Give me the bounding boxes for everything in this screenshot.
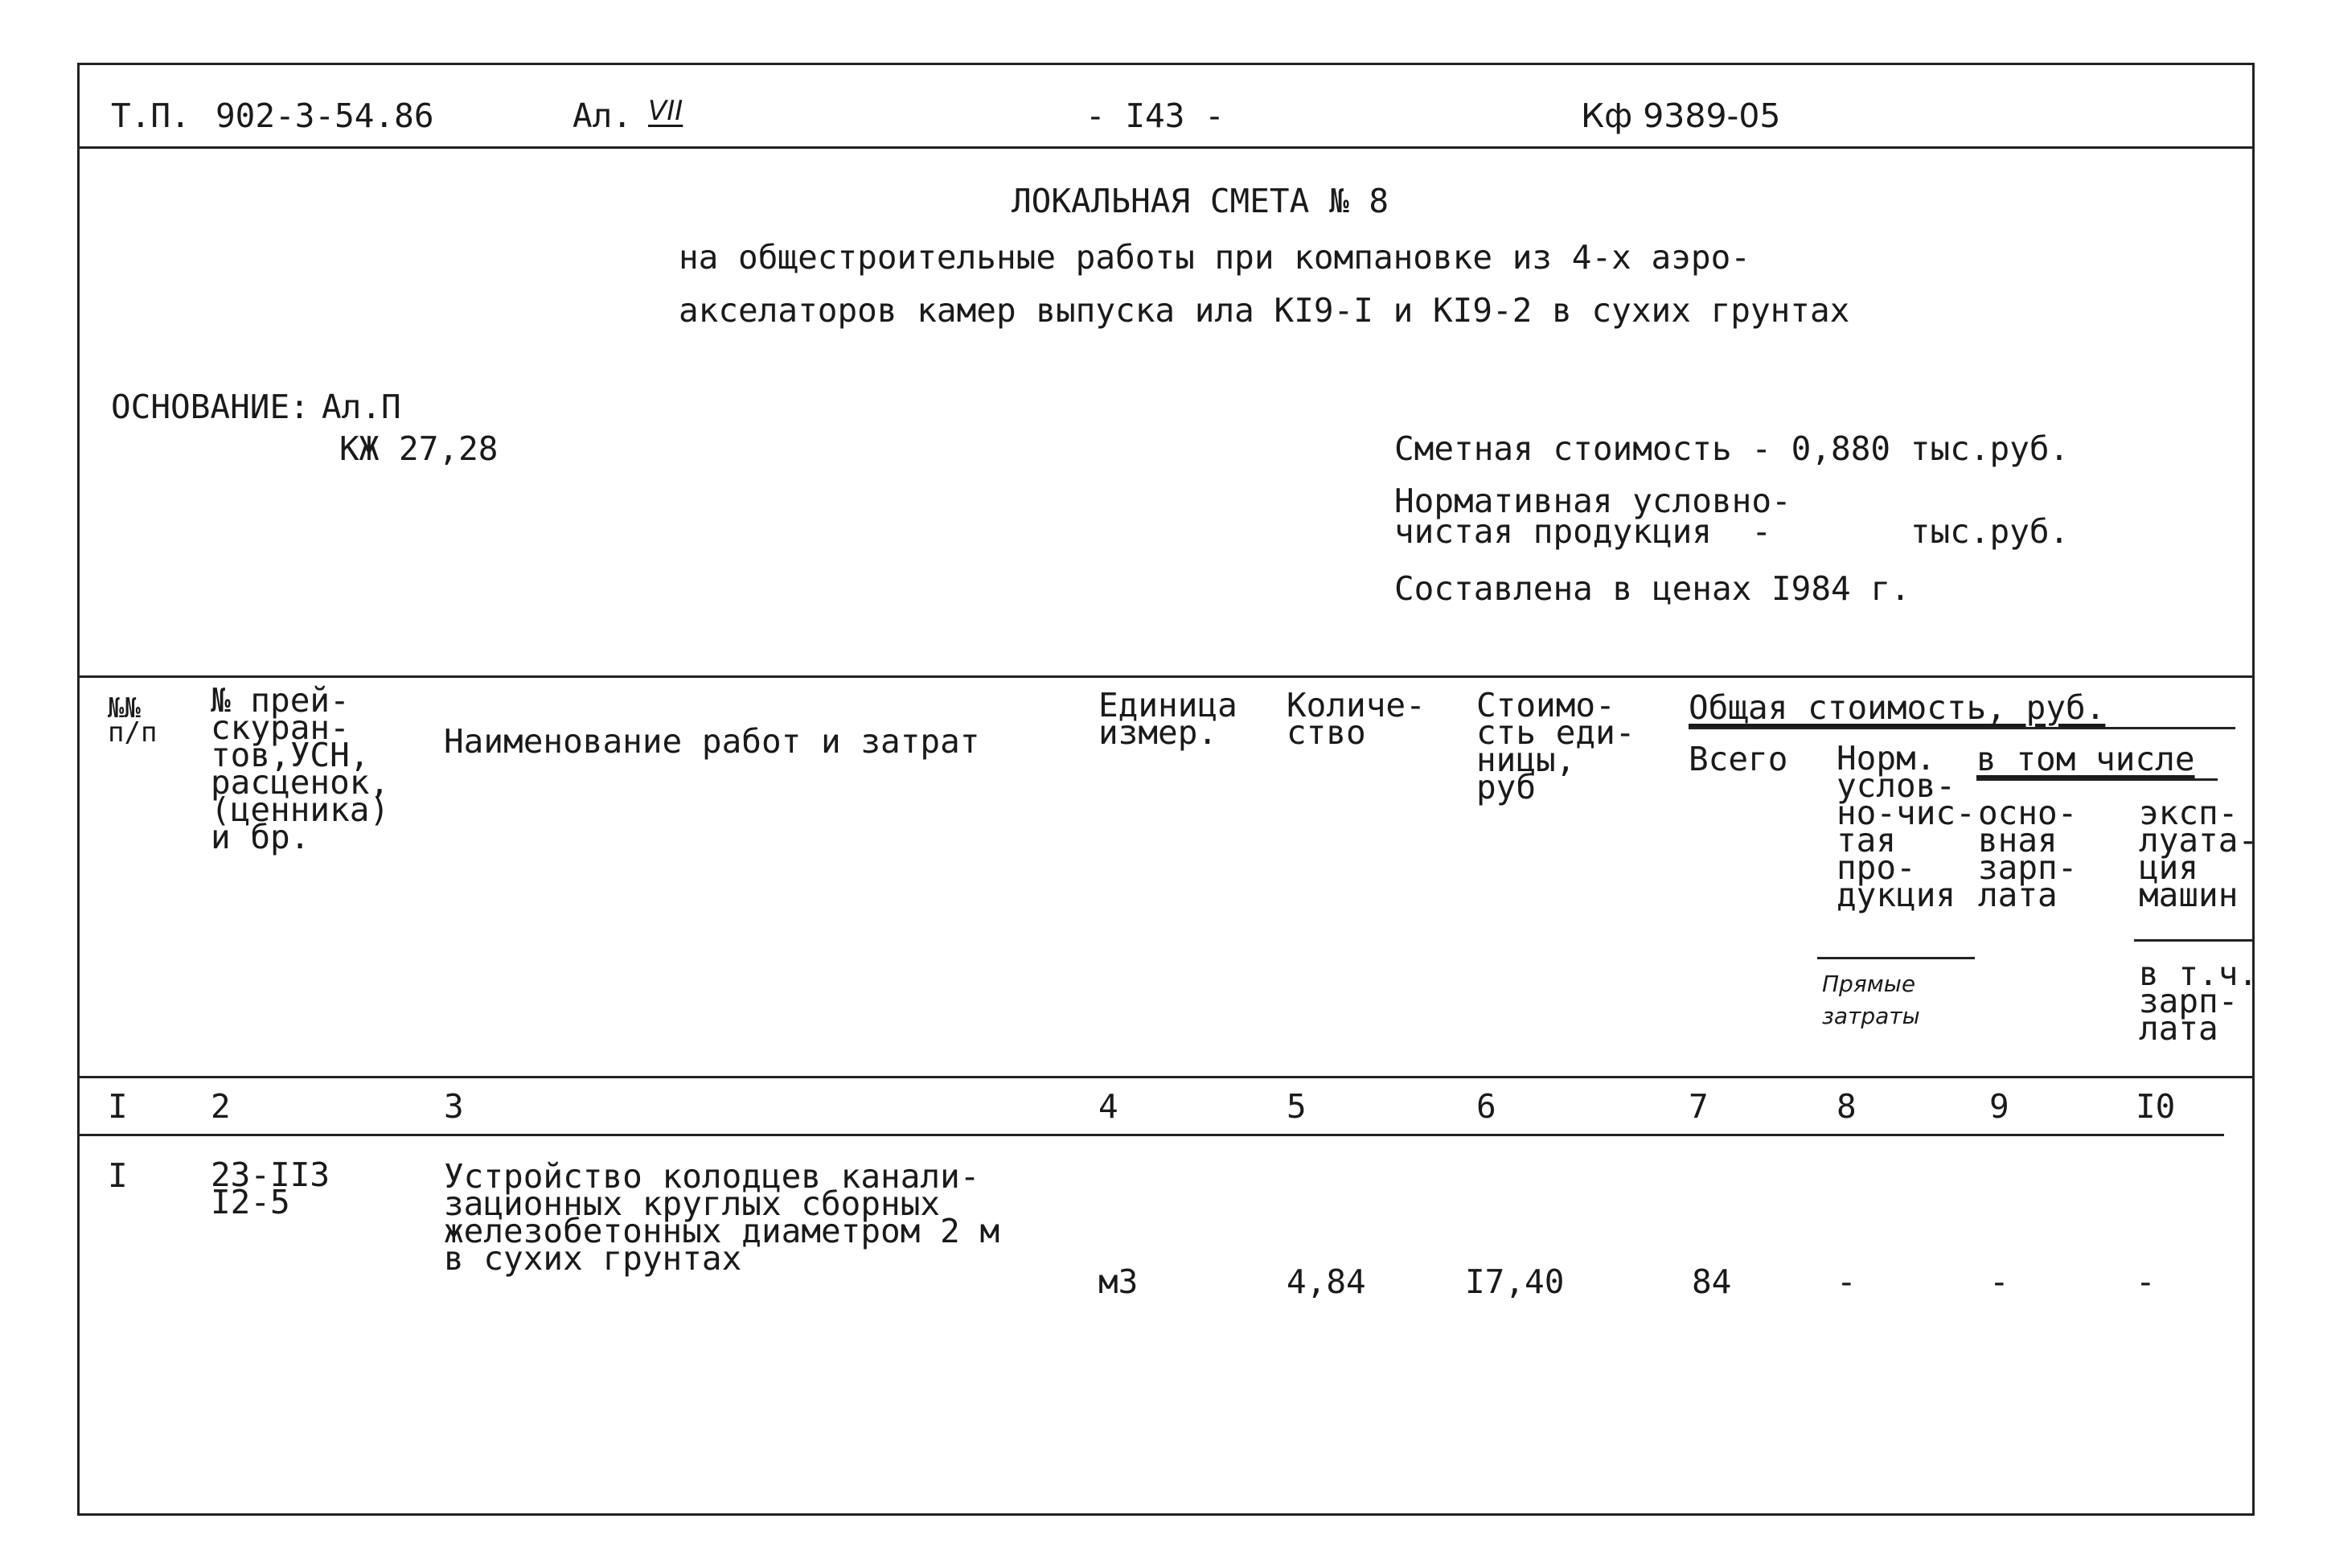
row-norm: - — [1837, 1262, 1857, 1301]
row-salary: - — [1989, 1262, 2009, 1301]
col-number: 3 — [444, 1087, 464, 1126]
col-header-qty: Количе- ство — [1287, 686, 1426, 752]
col-number: 8 — [1837, 1087, 1857, 1126]
page-number: - I43 - — [1086, 96, 1225, 135]
col-number: I — [108, 1087, 128, 1126]
row-machines: - — [2136, 1262, 2156, 1301]
row-unit: м3 — [1098, 1262, 1139, 1301]
table-top-rule — [77, 675, 2255, 678]
col-number: 9 — [1989, 1087, 2009, 1126]
machines-rule — [2134, 939, 2255, 942]
header-bottom-rule — [77, 1076, 2255, 1078]
basis-line-1: Ал.П — [322, 388, 401, 426]
tp-label: Т.П. — [111, 96, 191, 135]
col-header-num: №№ п/п — [108, 692, 158, 749]
col-number: 2 — [211, 1087, 231, 1126]
header-divider — [77, 146, 2255, 149]
col-number: 5 — [1287, 1087, 1307, 1126]
col-number: 7 — [1689, 1087, 1709, 1126]
row-unit-cost: I7,40 — [1465, 1262, 1565, 1301]
col-number: 4 — [1098, 1087, 1118, 1126]
normative-product-2: чистая продукция - тыс.руб. — [1394, 512, 2070, 551]
col-header-incl: в том числе — [1976, 740, 2195, 778]
col-numbers-rule — [77, 1134, 2224, 1136]
prices-year: Составлена в ценах I984 г. — [1394, 569, 1910, 608]
col-header-machines: эксп- луата- ция машин — [2139, 794, 2259, 914]
total-cost-rule — [1689, 727, 2235, 729]
col-header-unit: Единица измер. — [1098, 686, 1237, 752]
incl-rule — [1976, 778, 2218, 781]
col-number: 6 — [1476, 1087, 1496, 1126]
project-code: 902-3-54.86 — [215, 96, 434, 135]
estimate-subtitle-1: на общестроительные работы при компановке из 4-х аэро- — [679, 238, 1750, 277]
col-header-unit-cost: Стоимо- сть еди- ницы, руб — [1476, 686, 1635, 807]
estimate-title: ЛОКАЛЬНАЯ СМЕТА № 8 — [1012, 182, 1389, 220]
norm-product-rule — [1817, 957, 1975, 959]
handwritten-direct-costs: Прямые затраты — [1822, 971, 1920, 1029]
copy-code: Кф 9389-05 — [1581, 96, 1781, 135]
col-header-name: Наименование работ и затрат — [444, 722, 980, 761]
normative-product-1: Нормативная условно- — [1394, 482, 1791, 520]
col-header-machines-salary: в т.ч. зарп- лата — [2139, 954, 2259, 1048]
row-code: 23-II3 I2-5 — [211, 1155, 330, 1221]
col-number: I0 — [2136, 1087, 2176, 1126]
col-header-total-cost: Общая стоимость, руб. — [1689, 688, 2106, 727]
album-number: VII — [648, 95, 683, 127]
col-header-salary: осно- вная зарп- лата — [1978, 794, 2078, 914]
basis-label: ОСНОВАНИЕ: — [111, 388, 310, 426]
row-number: I — [108, 1156, 128, 1195]
album-label: Ал. — [573, 96, 633, 135]
row-name: Устройство колодцев канали- зационных круглых сборных железобетонных диаметром 2 м в сухих грунтах — [444, 1157, 1000, 1278]
row-qty: 4,84 — [1287, 1262, 1366, 1301]
col-header-norm: Норм. услов- но-чис- тая про- дукция — [1837, 739, 1976, 914]
row-total: 84 — [1692, 1262, 1732, 1301]
estimated-cost: Сметная стоимость - 0,880 тыс.руб. — [1394, 429, 2070, 468]
col-header-total: Всего — [1689, 740, 1788, 778]
col-header-code: № прей- скуран- тов,УСН, расценок, (ценника) и бр. — [211, 681, 390, 856]
estimate-subtitle-2: акселаторов камер выпуска ила КI9-I и КI9-2 в сухих грунтах — [679, 291, 1850, 330]
basis-line-2: КЖ 27,28 — [339, 429, 499, 468]
